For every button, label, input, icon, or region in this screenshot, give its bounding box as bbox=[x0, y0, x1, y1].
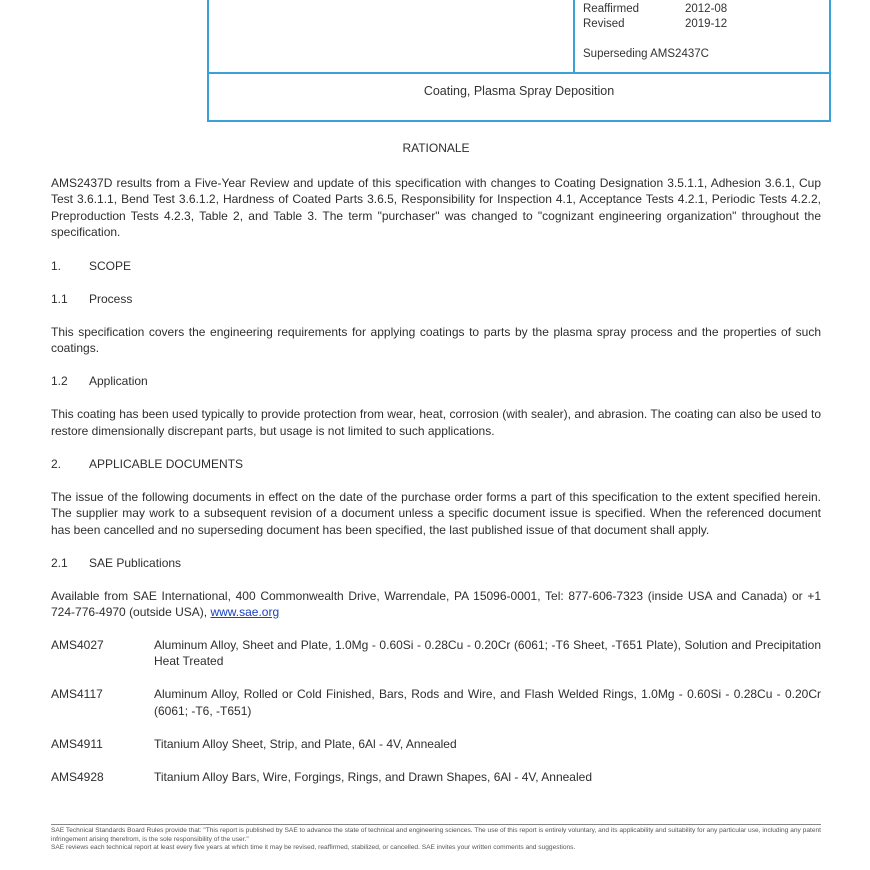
rationale-text: AMS2437D results from a Five-Year Review and update of this specification with changes to Coating Designation 3.5.1.1, Adhesion 3.6.1, Cup Test 3.6.1.1, Bend Test 3.6.1.2, Hardness of Coated Parts 3.6.5, Responsibility for Inspection 4.1, Acceptance Tests 4.2.1, Periodic Tests 4.2.2, Preproduction Tests 4.2.3, Table 2, and Table 3. The term "purchaser" was changed to "cognizant engineering organization" throughout the specification. bbox=[51, 175, 821, 239]
section-number: 2. bbox=[51, 456, 62, 471]
section-applicable-documents bbox=[51, 456, 821, 473]
application-text: This coating has been used typically to provide protection from wear, heat, corrosion (with sealer), and abrasion. The coating can also be used to restore dimensionally discrepant parts, but usage is not limited to such applications. bbox=[51, 407, 821, 438]
section-title: Process bbox=[89, 291, 133, 306]
revised-row bbox=[583, 17, 823, 32]
reaffirmed-value: 2012-08 bbox=[685, 3, 728, 15]
sae-publications-text bbox=[51, 588, 821, 621]
reference-code: AMS4027 bbox=[51, 637, 104, 652]
sae-website-link[interactable]: www.sae.org bbox=[210, 605, 280, 619]
reference-row bbox=[51, 736, 821, 753]
footer-review-text: SAE reviews each technical report at least every five years at which time it may be revised, reaffirmed, stabilized, or cancelled. SAE invites your written comments and suggestions. bbox=[51, 844, 576, 852]
section-number: 1. bbox=[51, 258, 62, 273]
section-application bbox=[51, 373, 821, 390]
document-title: Coating, Plasma Spray Deposition bbox=[423, 84, 615, 98]
reference-title: Aluminum Alloy, Rolled or Cold Finished, Bars, Rods and Wire, and Flash Welded Rings, 1.0Mg - 0.60Si - 0.28Cu - 0.20Cr (6061; -T6, -T651) bbox=[154, 687, 821, 718]
rationale-heading: RATIONALE bbox=[402, 141, 470, 155]
process-text: This specification covers the engineering requirements for applying coatings to parts by the plasma spray process and the properties of such coatings. bbox=[51, 324, 821, 355]
revised-label: Revised bbox=[583, 18, 625, 30]
revised-value: 2019-12 bbox=[685, 18, 728, 30]
reference-title: Aluminum Alloy, Sheet and Plate, 1.0Mg - 0.60Si - 0.28Cu - 0.20Cr (6061; -T6 Sheet, -T651 Plate), Solution and Precipitation Heat Treated bbox=[154, 637, 821, 668]
section-title: SAE Publications bbox=[89, 555, 182, 570]
section-process bbox=[51, 291, 821, 308]
document-header-box bbox=[207, 0, 831, 122]
reference-row bbox=[51, 686, 821, 719]
footer-divider bbox=[51, 824, 821, 825]
document-body bbox=[51, 140, 821, 785]
reference-code: AMS4928 bbox=[51, 769, 104, 784]
reference-title: Titanium Alloy Bars, Wire, Forgings, Rings, and Drawn Shapes, 6Al - 4V, Annealed bbox=[154, 769, 592, 784]
header-divider bbox=[573, 0, 575, 74]
applicable-documents-text: The issue of the following documents in effect on the date of the purchase order forms a part of this specification to the extent specified herein. The supplier may work to a subsequent revision of a document unless a specific document issue is specified. When the referenced document has been cancelled and no superseding document has been specified, the last published issue of that document shall apply. bbox=[51, 489, 821, 537]
reference-code: AMS4911 bbox=[51, 736, 103, 751]
reference-title: Titanium Alloy Sheet, Strip, and Plate, 6Al - 4V, Annealed bbox=[154, 736, 457, 751]
section-title: Application bbox=[89, 374, 148, 388]
section-number: 1.2 bbox=[51, 374, 68, 388]
section-title: SCOPE bbox=[89, 258, 132, 273]
reference-row bbox=[51, 769, 821, 786]
reference-row bbox=[51, 637, 821, 670]
reaffirmed-label: Reaffirmed bbox=[583, 3, 640, 15]
section-number: 2.1 bbox=[51, 555, 68, 570]
section-scope bbox=[51, 258, 821, 275]
reaffirmed-row bbox=[583, 2, 823, 17]
superseding-note: Superseding AMS2437C bbox=[583, 48, 709, 60]
sae-address: Available from SAE International, 400 Commonwealth Drive, Warrendale, PA 15096-0001, Tel: 877-606-7323 (inside USA and Canada) or +1 724-776-4970 (outside USA), bbox=[51, 588, 821, 619]
footer-notice bbox=[51, 827, 821, 853]
revision-info bbox=[583, 2, 823, 60]
reference-code: AMS4117 bbox=[51, 687, 103, 701]
section-title: APPLICABLE DOCUMENTS bbox=[89, 456, 244, 471]
footer-rules-text: SAE Technical Standards Board Rules provide that: "This report is published by SAE to advance the state of technical and engineering sciences. The use of this report is entirely voluntary, and its applicability and suitability for any particular use, including any patent infringement arising therefrom, is the sole responsibility of the user." bbox=[51, 827, 821, 843]
section-number: 1.1 bbox=[51, 291, 68, 306]
section-sae-publications bbox=[51, 555, 821, 572]
